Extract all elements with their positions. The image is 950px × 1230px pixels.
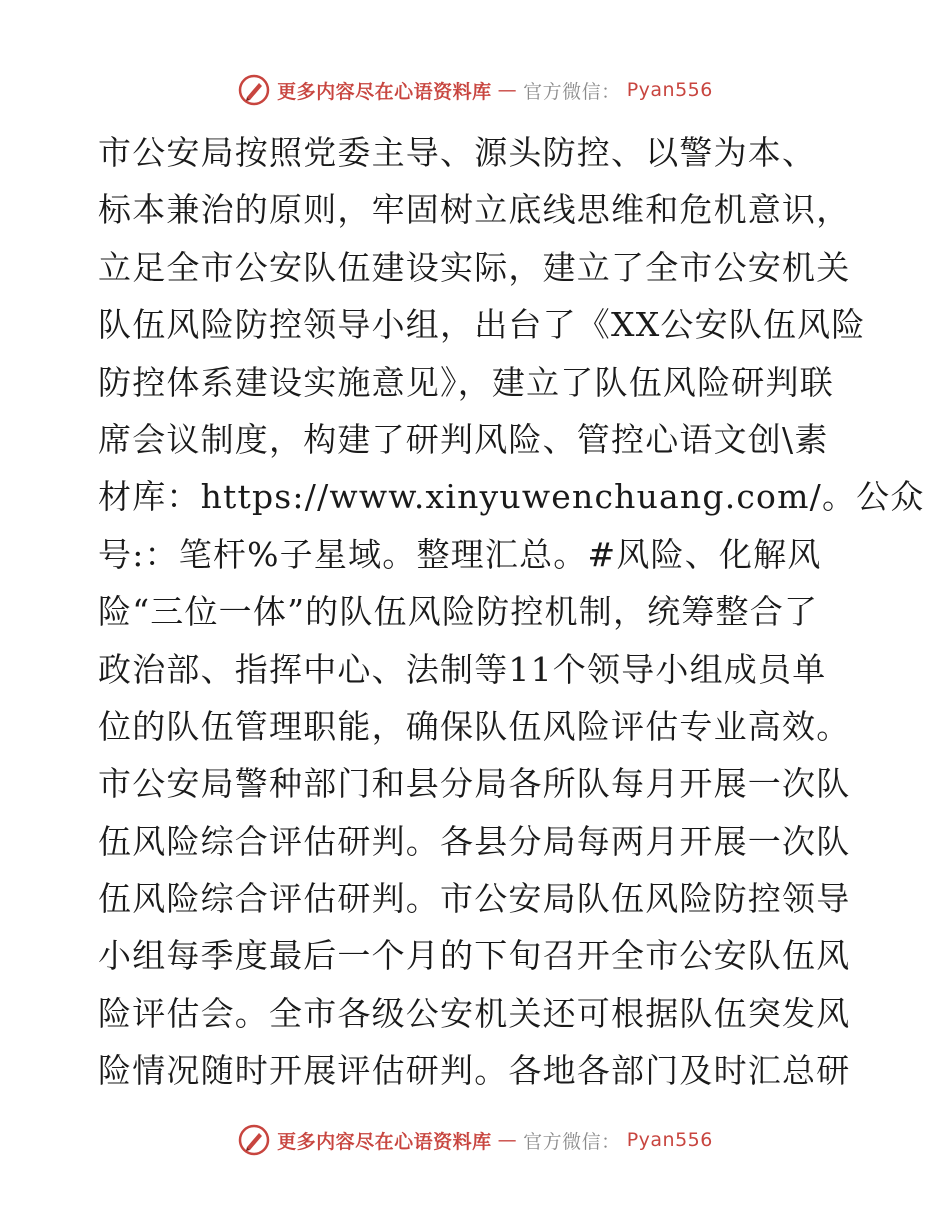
pen-logo-icon xyxy=(237,1123,271,1157)
body-line: 位的队伍管理职能，确保队伍风险评估专业高效。 xyxy=(98,706,851,746)
body-line: 险情况随时开展评估研判。各地各部门及时汇总研 xyxy=(98,1051,851,1091)
body-line: 伍风险综合评估研判。市公安局队伍风险防控领导 xyxy=(98,879,851,919)
body-line: 立足全市公安队伍建设实际，建立了全市公安机关 xyxy=(98,247,851,287)
pen-logo-icon xyxy=(237,73,271,107)
body-line: 席会议制度，构建了研判风险、管控心语文创\素 xyxy=(98,419,829,459)
body-line: 险“三位一体”的队伍风险防控机制，统筹整合了 xyxy=(98,592,819,632)
watermark-wechat-id: Pyan556 xyxy=(626,79,713,101)
body-line: 市公安局警种部门和县分局各所队每月开展一次队 xyxy=(98,764,851,804)
footer-watermark xyxy=(0,1120,950,1160)
body-line: 号:：笔杆%子星域。整理汇总。#风险、化解风 xyxy=(98,534,822,574)
body-line: 伍风险综合评估研判。各县分局每两月开展一次队 xyxy=(98,821,851,861)
body-line: 队伍风险防控领导小组，出台了《XX公安队伍风险 xyxy=(98,305,866,345)
watermark-wechat-id: Pyan556 xyxy=(626,1129,713,1151)
body-line: 小组每季度最后一个月的下旬召开全市公安队伍风 xyxy=(98,936,851,976)
document-body xyxy=(98,124,925,1100)
body-line: 标本兼治的原则，牢固树立底线思维和危机意识， xyxy=(98,190,851,230)
watermark-brand: 更多内容尽在心语资料库 xyxy=(277,1130,492,1153)
body-line: 防控体系建设实施意见》，建立了队伍风险研判联 xyxy=(98,362,834,402)
body-line: 市公安局按照党委主导、源头防控、以警为本、 xyxy=(98,133,817,172)
header-watermark xyxy=(0,70,950,110)
watermark-dash: — xyxy=(497,1129,518,1151)
watermark-dash: — xyxy=(497,79,518,101)
watermark-brand: 更多内容尽在心语资料库 xyxy=(277,80,492,103)
body-line: 政治部、指挥中心、法制等11个领导小组成员单 xyxy=(98,649,827,689)
watermark-official-label: 官方微信： xyxy=(523,80,621,103)
body-line: 险评估会。全市各级公安机关还可根据队伍突发风 xyxy=(98,993,851,1033)
watermark-official-label: 官方微信： xyxy=(523,1130,621,1153)
body-line: 材库：https://www.xinyuwenchuang.com/。公众 xyxy=(98,477,925,517)
